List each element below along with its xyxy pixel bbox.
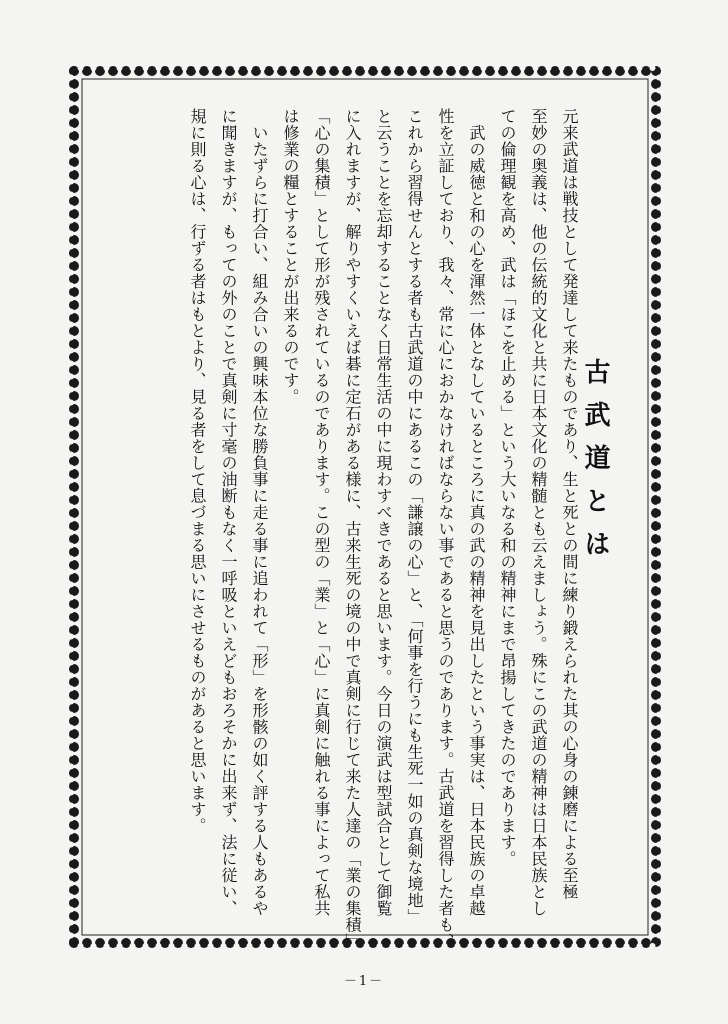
text-column: 規に則る心は、行ずる者はもとより、見る者をして息づまる思いにさせるものがあると思います。 bbox=[188, 108, 207, 834]
text-column: は修業の糧とすることが出来るのです。 bbox=[281, 108, 300, 405]
text-column: 「心の集積」として形が残されているのであります。この型の「業」と「心」に真剣に触れる事によって私共 bbox=[312, 108, 331, 917]
document-title: 古武道とは bbox=[580, 358, 610, 573]
text-column: いたずらに打合い、組み合いの興味本位な勝負事に走る事に追われて「形」を形骸の如く評する人もあるや bbox=[250, 108, 269, 917]
text-column: に聞きますが、もっての外のことで真剣に寸毫の油断もなく一呼吸といえどもおろそかに出来ず、法に従い、 bbox=[219, 108, 238, 917]
text-column: 性を立証しており、我々、常に心におかなければならない事であると思うのであります。古武道を習得した者も、 bbox=[436, 108, 455, 950]
text-column: 元来武道は戦技として発達して来たものであり、生と死との間に練り鍛えられた其の心身の錬磨による至極 bbox=[560, 108, 579, 900]
page-number: －1－ bbox=[343, 974, 385, 989]
body-text bbox=[118, 108, 588, 950]
text-column: ての倫理観を高め、武は「ほこを止める」という大いなる和の精神にまで昂揚してきたのであります。 bbox=[498, 108, 517, 867]
text-column: に入れますが、解りやすくいえば碁に定石がある様に、古来生死の境の中で真剣に行じて来た人達の「業の集積」 bbox=[343, 108, 362, 950]
text-column: 至妙の奥義は、他の伝統的文化と共に日本文化の精髄とも云えましょう。殊にこの武道の精神は日本民族とし bbox=[529, 108, 548, 917]
text-column: と云うことを忘却することなく日常生活の中に現わすべきであると思います。今日の演武は型試合として御覧 bbox=[374, 108, 393, 917]
text-column: これから習得せんとする者も古武道の中にあるこの「謙譲の心」と、「何事を行うにも生死一如の真剣な境地」 bbox=[405, 108, 424, 925]
text-column: 武の威徳と和の心を渾然一体となしているところに真の武の精神を見出したという事実は、日本民族の卓越 bbox=[467, 108, 486, 917]
